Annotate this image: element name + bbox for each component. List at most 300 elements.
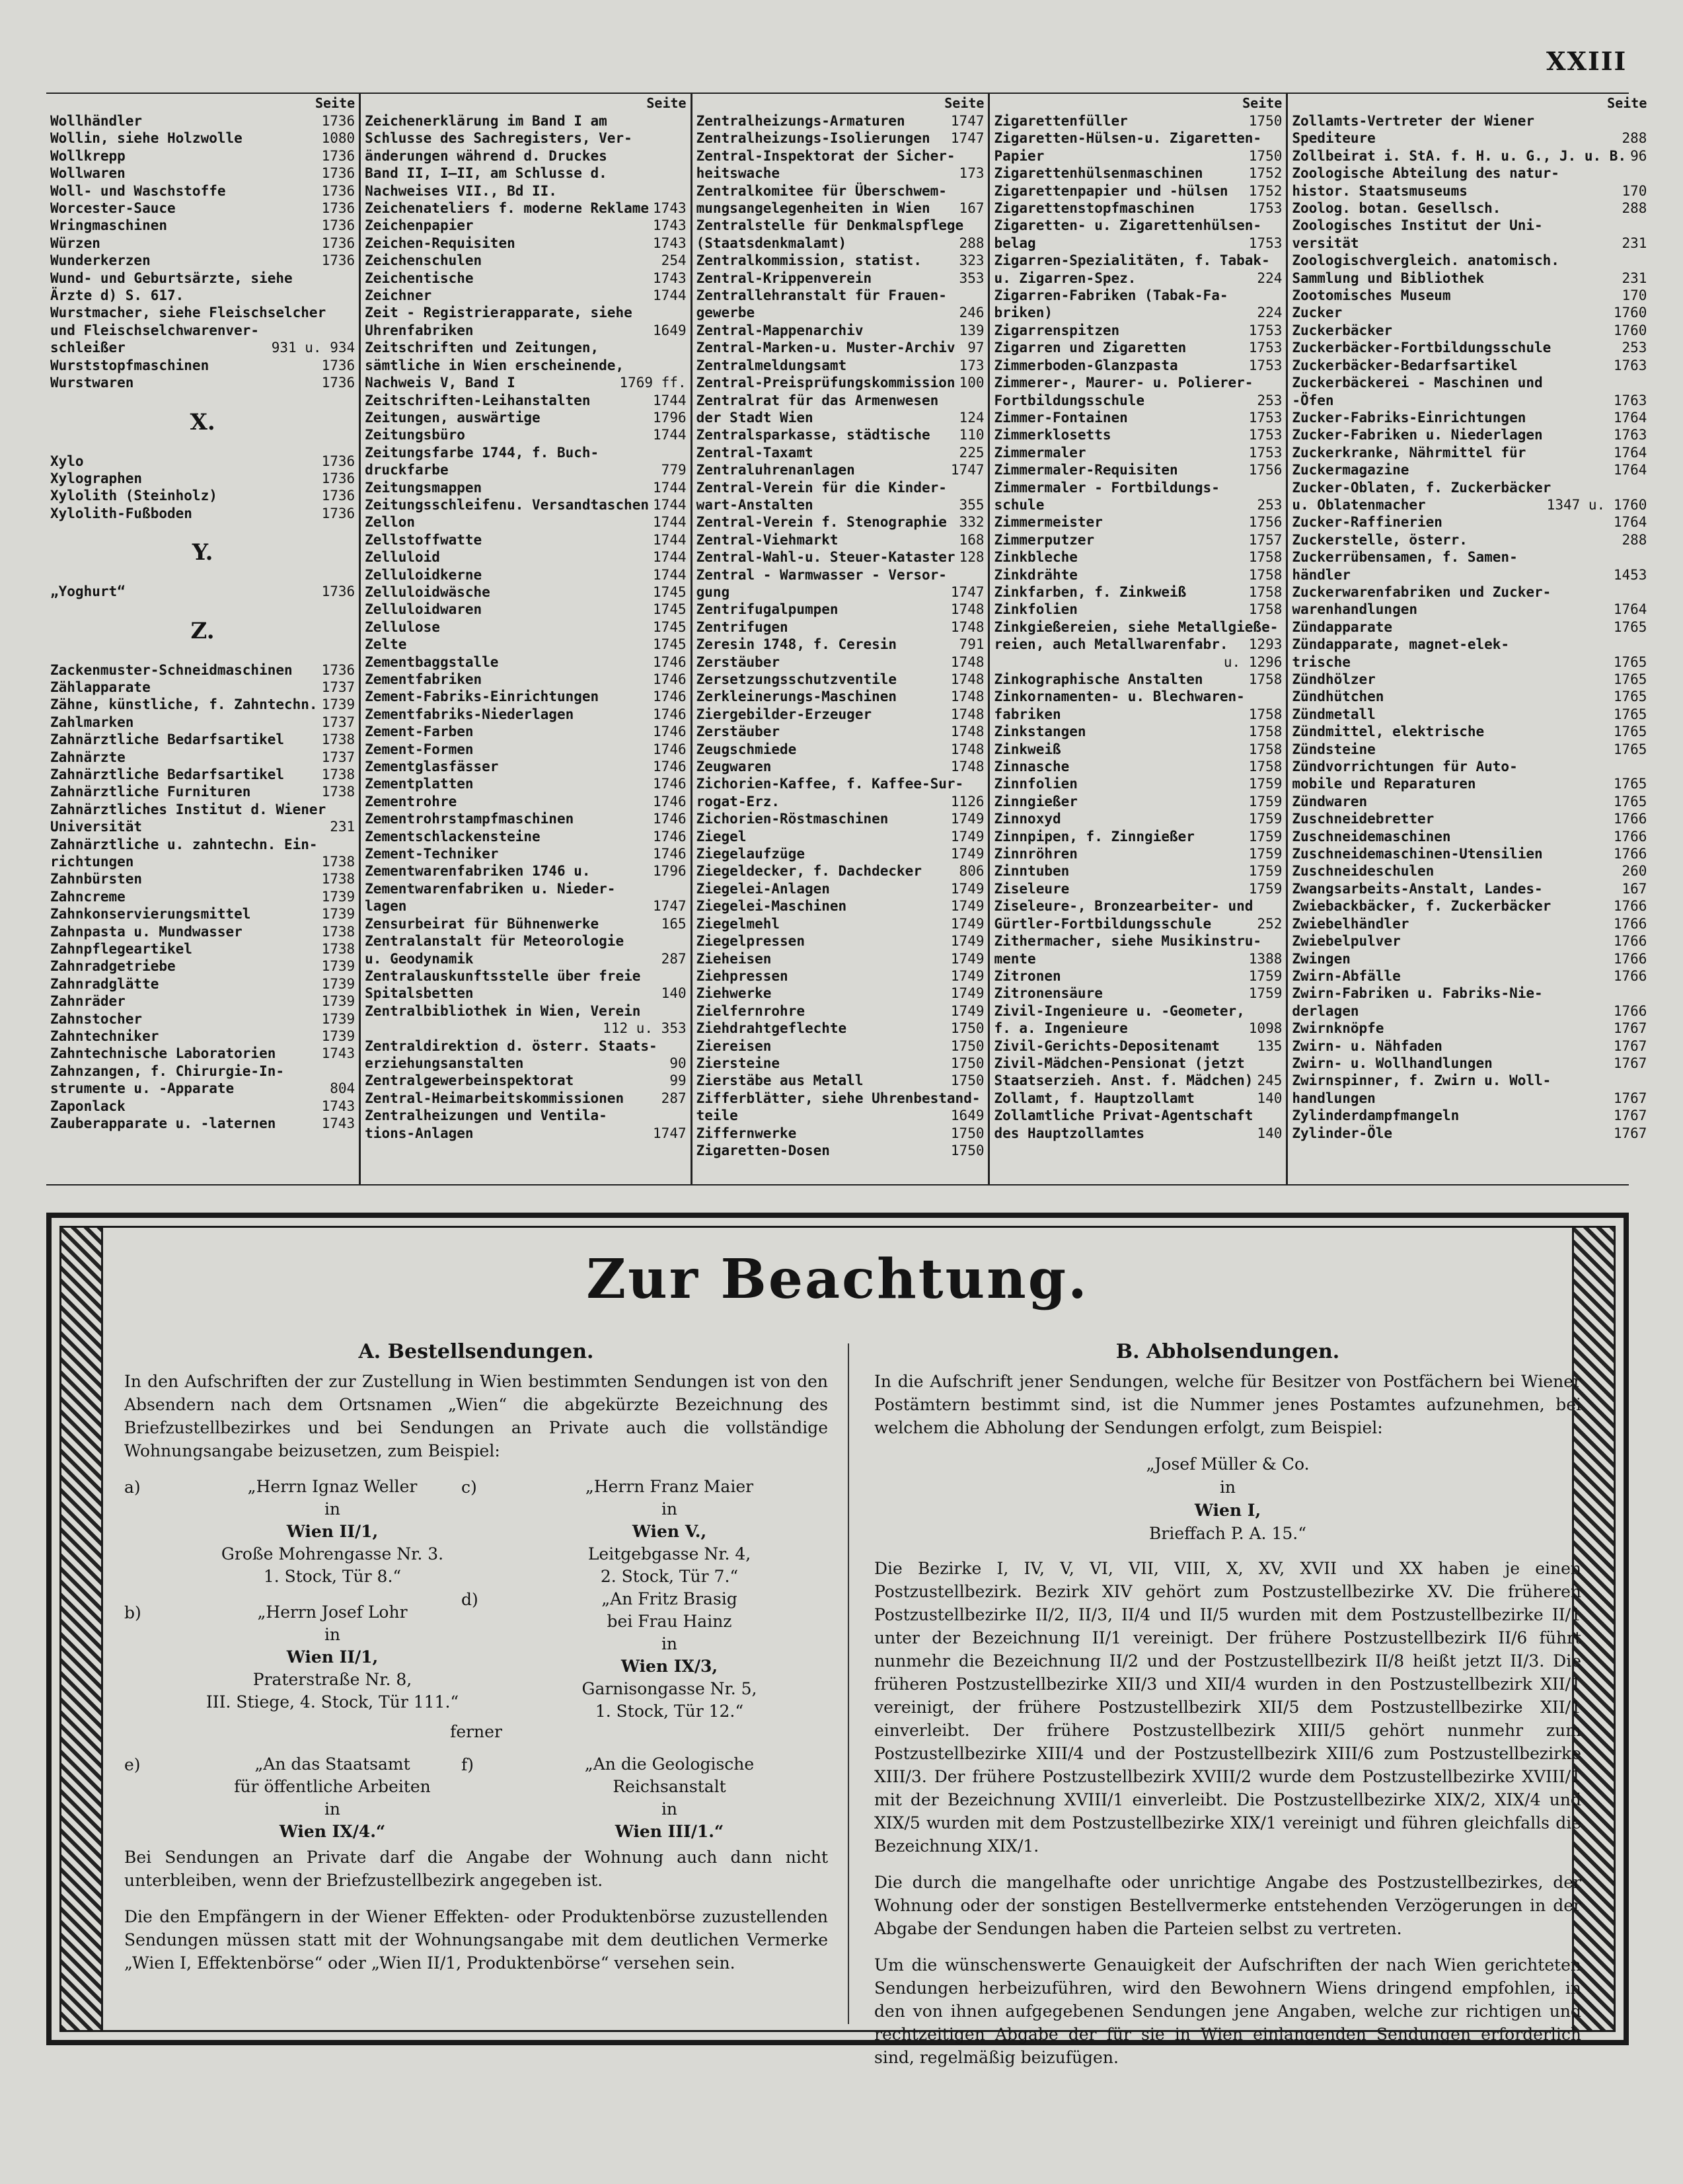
entry-term: Gürtler-Fortbildungsschule [994, 915, 1212, 932]
index-entry [50, 870, 355, 887]
entry-term: Wollkrepp [50, 147, 126, 164]
entry-term: gung [696, 584, 730, 600]
example-line: Reichsanstalt [613, 1777, 726, 1796]
entry-page: 1749 [950, 915, 985, 932]
index-entry [994, 741, 1282, 758]
entry-page: 1743 [653, 270, 687, 286]
entry-term: Zement-Fabriks-Einrichtungen [365, 689, 599, 705]
index-entry [696, 775, 985, 792]
entry-term: Wollin, siehe Holzwolle [50, 130, 243, 147]
entry-page: 1766 [1613, 950, 1647, 967]
entry-term: Zahnpflegeartikel [50, 941, 192, 958]
example-line: 1. Stock, Tür 12.“ [595, 1702, 744, 1721]
entry-term: Ziegelmehl [696, 915, 780, 932]
index-entry [365, 182, 686, 200]
entry-page [1643, 1072, 1647, 1089]
entry-page: 1748 [950, 741, 985, 757]
entry-page: 1745 [653, 601, 687, 618]
entry-term: heitswache [696, 165, 780, 182]
entry-term: Zentralheizungs-Armaturen [696, 113, 905, 129]
entry-page: 1736 [321, 470, 355, 486]
entry-term: Zucker-Oblaten, f. Zuckerbäcker [1292, 479, 1552, 496]
entry-term: Zinntuben [994, 863, 1070, 880]
index-entry [696, 531, 985, 548]
index-entry [50, 888, 355, 905]
entry-term: Zollamt, f. Hauptzollamt [994, 1090, 1195, 1106]
entry-page: 1744 [653, 496, 687, 513]
entry-term: Zigarren-Fabriken (Tabak-Fa- [994, 287, 1228, 304]
entry-page: 1753 [1248, 409, 1283, 426]
column-header: Seite [944, 95, 985, 111]
entry-page: 1747 [653, 1125, 687, 1141]
entry-term: Zinkfarben, f. Zinkweiß [994, 584, 1187, 600]
example-label: e) [124, 1755, 141, 1774]
entry-page: 1746 [653, 811, 687, 827]
entry-term: Ziehwerke [696, 985, 772, 1002]
entry-term: handlungen [1292, 1090, 1376, 1106]
entry-page [1278, 479, 1282, 496]
entry-term: Zwiebelhändler [1292, 915, 1409, 932]
entry-term: wart-Anstalten [696, 496, 813, 513]
entry-page: 1765 [1613, 741, 1647, 757]
entry-term: Zentralbibliothek in Wien, Verein [365, 1002, 641, 1019]
entry-term: Zementfabriken [365, 671, 482, 687]
entry-page: 1746 [653, 741, 687, 757]
entry-page: 1293 [1248, 636, 1283, 653]
index-entry [50, 182, 355, 200]
entry-page [683, 304, 687, 321]
entry-page: 1746 [653, 654, 687, 670]
entry-page: 288 [1622, 200, 1647, 217]
index-entry [50, 487, 355, 504]
entry-page: 1758 [1248, 759, 1283, 775]
index-entry [365, 426, 686, 443]
example-line: Brieffach P. A. 15.“ [1149, 1524, 1306, 1543]
index-entry [365, 1037, 686, 1055]
entry-page: 1748 [950, 619, 985, 635]
entry-term: Zucker-Fabriks-Einrichtungen [1292, 409, 1526, 426]
index-entry [994, 793, 1282, 810]
entry-term: Zylinder-Öle [1292, 1125, 1393, 1141]
entry-term: Zoologischvergleich. anatomisch. [1292, 252, 1559, 269]
entry-page: 1743 [321, 1045, 355, 1062]
index-entry [696, 1037, 985, 1055]
index-entry [1292, 619, 1647, 636]
entry-term: Zeichenerklärung im Band I am [365, 113, 607, 129]
index-entry [994, 880, 1282, 897]
entry-term: Zentral-Preisprüfungskommission [696, 375, 955, 391]
example-f [461, 1753, 825, 1843]
index-entry [696, 1020, 985, 1037]
entry-term: Zielfernrohre [696, 1002, 805, 1019]
entry-term: der Stadt Wien [696, 409, 813, 426]
entry-page: 139 [959, 322, 985, 338]
example-line: in [661, 1799, 678, 1819]
index-entry [994, 531, 1282, 548]
entry-page [1278, 619, 1282, 636]
index-entry [365, 758, 686, 775]
entry-term: Zinkographische Anstalten [994, 671, 1203, 687]
index-entry [365, 479, 686, 496]
entry-page: 254 [661, 252, 687, 269]
entry-page: 1749 [950, 828, 985, 845]
entry-page: 1769 ff. [619, 375, 687, 391]
entry-page: 168 [959, 531, 985, 548]
entry-term: Zeitungsmappen [365, 479, 482, 496]
entry-term: Wund- und Geburtsärzte, siehe [50, 270, 293, 286]
index-entry [365, 217, 686, 234]
entry-term: Zeit - Registrierapparate, siehe [365, 305, 632, 321]
entry-page: 1739 [321, 1010, 355, 1027]
entry-page: 1766 [1613, 828, 1647, 845]
entry-page: 1743 [321, 1115, 355, 1132]
entry-page [980, 775, 984, 792]
index-entry [994, 862, 1282, 880]
entry-page: 1747 [950, 462, 985, 478]
entry-page: 1760 [1613, 305, 1647, 321]
entry-term: Zoologische Abteilung des natur- [1292, 165, 1559, 182]
index-entry [1292, 1020, 1647, 1037]
entry-term: Zuschneidemaschinen-Utensilien [1292, 846, 1543, 862]
index-entry [696, 357, 985, 374]
example-line: „Herrn Josef Lohr [257, 1602, 408, 1622]
entry-page [1643, 758, 1647, 775]
column-header: Seite [315, 95, 355, 111]
entry-page [1643, 112, 1647, 130]
entry-term: Zündwaren [1292, 793, 1368, 810]
index-entry [50, 749, 355, 766]
entry-term: lagen [365, 898, 407, 915]
index-entry [696, 496, 985, 513]
entry-term: Zigarren-Spezialitäten, f. Tabak- [994, 252, 1270, 269]
entry-term: Zentral-Marken-u. Muster-Archiv [696, 340, 955, 356]
entry-page: 1736 [321, 217, 355, 234]
entry-term: Zahnräder [50, 993, 126, 1010]
entry-page: 1766 [1613, 1002, 1647, 1019]
entry-term: schleißer [50, 340, 126, 356]
entry-term: Zementschlackensteine [365, 828, 541, 845]
entry-page [683, 967, 687, 985]
index-entry [994, 1072, 1282, 1089]
entry-page: 1736 [321, 505, 355, 521]
entry-page: 1750 [1248, 113, 1283, 129]
entry-term: Zuckerbäcker-Fortbildungsschule [1292, 340, 1552, 356]
index-entry [994, 828, 1282, 845]
entry-term: Zeichner [365, 287, 432, 304]
entry-term: Zithermacher, siehe Musikinstru- [994, 933, 1262, 950]
entry-page: 1766 [1613, 915, 1647, 932]
entry-page: 1796 [653, 409, 687, 426]
entry-page: 224 [1257, 270, 1283, 286]
entry-page [1278, 897, 1282, 915]
subject-index [46, 93, 1647, 1186]
entry-page: 1747 [950, 584, 985, 600]
example-line: Leitgebgasse Nr. 4, [587, 1544, 751, 1563]
entry-term: rogat-Erz. [696, 793, 780, 810]
entry-term: änderungen während d. Druckes [365, 147, 607, 164]
index-entry [365, 374, 686, 391]
ferner-label: ferner [450, 1722, 502, 1741]
entry-term: Zahnärztliches Institut d. Wiener [50, 801, 326, 817]
entry-page [1643, 374, 1647, 391]
entry-term: Worcester-Sauce [50, 200, 176, 217]
entry-page: 173 [959, 165, 985, 182]
index-entry [1292, 723, 1647, 740]
entry-term: Zement-Techniker [365, 846, 499, 862]
index-entry [50, 801, 355, 818]
example-b [124, 1601, 488, 1713]
index-entry [696, 584, 985, 601]
entry-page: 1759 [1248, 811, 1283, 827]
index-entry [365, 932, 686, 950]
index-entry [50, 235, 355, 252]
index-entry [50, 905, 355, 923]
index-entry [365, 706, 686, 723]
index-entry [994, 723, 1282, 740]
index-entry [1292, 200, 1647, 217]
example-label: c) [461, 1478, 477, 1497]
entry-page [980, 392, 984, 409]
entry-page: 1748 [950, 601, 985, 618]
index-entry [1292, 444, 1647, 461]
entry-page [683, 339, 687, 356]
entry-page: 1749 [950, 967, 985, 984]
entry-term: Zahnärztliche Furnituren [50, 784, 251, 800]
index-entry [365, 461, 686, 478]
index-entry [1292, 479, 1647, 496]
entry-page: 1759 [1248, 967, 1283, 984]
entry-term: Zuckerbäcker-Bedarfsartikel [1292, 357, 1518, 373]
index-entry [50, 679, 355, 696]
entry-term: Zeichenateliers f. moderne Reklame [365, 200, 650, 217]
index-entry [994, 985, 1282, 1002]
entry-term: Zeresin 1748, f. Ceresin [696, 636, 897, 653]
example-line: „Josef Müller & Co. [1146, 1454, 1310, 1474]
entry-term: Zifferblätter, siehe Uhrenbestand- [696, 1090, 981, 1106]
index-entry [696, 270, 985, 287]
entry-page [683, 182, 687, 200]
index-entry [696, 548, 985, 566]
entry-term: Zoologisches Institut der Uni- [1292, 217, 1543, 234]
entry-term: Zersetzungsschutzventile [696, 671, 897, 687]
entry-term: Zündmittel, elektrische [1292, 724, 1485, 740]
entry-page [980, 147, 984, 165]
entry-page: 252 [1257, 915, 1283, 932]
index-entry [1292, 496, 1647, 513]
column-header: Seite [1242, 95, 1283, 111]
entry-term: Zimmerputzer [994, 531, 1095, 548]
entry-page [980, 566, 984, 584]
entry-page: 1764 [1613, 601, 1647, 618]
entry-page: 355 [959, 496, 985, 513]
index-entry [696, 479, 985, 496]
index-entry [365, 793, 686, 810]
entry-page: 1765 [1613, 689, 1647, 705]
index-entry [1292, 252, 1647, 269]
entry-page [683, 932, 687, 950]
entry-page: 1758 [1248, 706, 1283, 722]
index-entry [50, 696, 355, 713]
entry-term: Zahlmarken [50, 714, 134, 730]
index-entry [994, 915, 1282, 932]
entry-page [1643, 252, 1647, 269]
index-entry [365, 688, 686, 705]
entry-term: Zuckerstelle, österr. [1292, 531, 1468, 548]
index-entry [994, 304, 1282, 321]
entry-term: Wollhändler [50, 113, 143, 129]
entry-page: 1748 [950, 671, 985, 687]
example-line: Wien V., [632, 1522, 707, 1541]
entry-term: belag [994, 235, 1036, 251]
index-entry [696, 339, 985, 356]
index-entry [1292, 897, 1647, 915]
index-entry [365, 112, 686, 130]
entry-term: Zimmermaler - Fortbildungs- [994, 479, 1220, 496]
index-entry [696, 723, 985, 740]
example-line: „An das Staatsamt [254, 1754, 410, 1774]
entry-page: 1763 [1613, 357, 1647, 373]
entry-term: Ziehdrahtgeflechte [696, 1020, 847, 1037]
entry-term: Zivil-Mädchen-Pensionat (jetzt [994, 1055, 1245, 1071]
entry-term: Ziehpressen [696, 967, 788, 984]
index-entry [50, 731, 355, 748]
entry-term: Zündhütchen [1292, 689, 1384, 705]
index-entry [1292, 409, 1647, 426]
index-entry [50, 1028, 355, 1045]
entry-term: Zentralgewerbeinspektorat [365, 1073, 574, 1089]
index-entry [50, 287, 355, 304]
entry-term: Zelluloidwäsche [365, 584, 490, 600]
example-line: „An Fritz Brasig [601, 1589, 737, 1608]
entry-page: 1738 [321, 923, 355, 940]
index-entry [696, 654, 985, 671]
index-entry [50, 165, 355, 182]
entry-term: Zwingen [1292, 950, 1351, 967]
entry-term: Zahnärzte [50, 749, 126, 765]
example-line: in [1219, 1478, 1236, 1497]
entry-term: Zuschneidemaschinen [1292, 828, 1451, 845]
entry-page: 1750 [950, 1125, 985, 1141]
index-entry [1292, 235, 1647, 252]
entry-page: 1745 [653, 619, 687, 635]
entry-term: Ziffernwerke [696, 1125, 797, 1141]
index-column-3 [692, 94, 991, 1184]
index-entry [994, 426, 1282, 443]
entry-term: Zuckerwarenfabriken und Zucker- [1292, 584, 1552, 600]
entry-term: Zeitschriften und Zeitungen, [365, 340, 599, 356]
entry-page: 100 [959, 375, 985, 391]
entry-term [365, 1020, 599, 1037]
entry-term: Zinkornamenten- u. Blechwaren- [994, 689, 1245, 705]
entry-term: Zentralsparkasse, städtische [696, 427, 930, 443]
entry-page: 1767 [1613, 1055, 1647, 1071]
entry-term: Zementglasfässer [365, 759, 499, 775]
entry-term: Zerkleinerungs-Maschinen [696, 689, 897, 705]
entry-term: Zichorien-Röstmaschinen [696, 811, 889, 827]
index-entry [696, 758, 985, 775]
entry-page: 1764 [1613, 409, 1647, 426]
entry-page: 124 [959, 409, 985, 426]
entry-page [351, 836, 355, 853]
section-letter: X. [190, 408, 215, 435]
entry-page: 1736 [321, 375, 355, 391]
index-entry [994, 392, 1282, 409]
entry-term: Zündmetall [1292, 706, 1376, 722]
entry-page: 323 [959, 252, 985, 269]
index-entry [365, 915, 686, 932]
column-divider [848, 1343, 849, 2024]
example-line: in [324, 1625, 341, 1644]
entry-term: Ziegeldecker, f. Dachdecker [696, 863, 922, 880]
entry-page: 1767 [1613, 1037, 1647, 1054]
example-line: 2. Stock, Tür 7.“ [600, 1567, 739, 1586]
entry-page: 1767 [1613, 1125, 1647, 1141]
index-entry [1292, 601, 1647, 618]
entry-term: Zinkstangen [994, 724, 1086, 740]
entry-page: 1738 [321, 854, 355, 870]
entry-page: 1759 [1248, 793, 1283, 810]
index-entry [994, 479, 1282, 496]
entry-page [980, 182, 984, 200]
entry-term: Zentralkomitee für Überschwem- [696, 182, 947, 199]
entry-term: Zimmerer-, Maurer- u. Polierer- [994, 375, 1253, 391]
index-entry [696, 513, 985, 531]
index-entry [365, 828, 686, 845]
entry-term: Zellon [365, 514, 416, 531]
entry-term: Zentralheizungen und Ventila- [365, 1108, 607, 1124]
entry-page: 1738 [321, 871, 355, 887]
entry-term: Xylolith-Fußboden [50, 505, 192, 521]
entry-term: Zauberapparate u. -laternen [50, 1115, 276, 1132]
entry-page [683, 357, 687, 374]
example-line: III. Stiege, 4. Stock, Tür 111.“ [206, 1692, 459, 1712]
index-entry [994, 775, 1282, 792]
entry-page: 1739 [321, 993, 355, 1010]
entry-page: 96 [1630, 147, 1647, 164]
entry-page: 1756 [1248, 514, 1283, 531]
entry-term: Zinnröhren [994, 846, 1078, 862]
entry-term: Zigarettenstopfmaschinen [994, 200, 1195, 217]
example-d [461, 1588, 825, 1723]
entry-page: 288 [959, 235, 985, 251]
entry-term: Zement-Farben [365, 724, 474, 740]
entry-page: 1737 [321, 714, 355, 730]
entry-term: Zucker [1292, 305, 1343, 321]
index-column-5 [1288, 94, 1651, 1184]
entry-term: Xylographen [50, 470, 143, 486]
index-entry [50, 453, 355, 470]
index-entry [994, 810, 1282, 827]
entry-term: Zeitungsbüro [365, 427, 465, 443]
entry-term: Ziereisen [696, 1037, 772, 1054]
entry-term: Zinkfolien [994, 601, 1078, 618]
entry-page: 1796 [653, 863, 687, 880]
entry-term: Ziegelei-Anlagen [696, 880, 830, 897]
entry-page: 128 [959, 549, 985, 566]
entry-term: Zinkbleche [994, 549, 1078, 566]
index-entry [365, 636, 686, 653]
entry-term: des Hauptzollamtes [994, 1125, 1145, 1141]
index-entry [994, 287, 1282, 304]
index-entry [1292, 339, 1647, 356]
entry-page: 1736 [321, 453, 355, 469]
entry-page [1643, 165, 1647, 182]
entry-page: 1758 [1248, 549, 1283, 566]
example-label: a) [124, 1478, 141, 1497]
entry-page: 1753 [1248, 427, 1283, 443]
index-entry [994, 671, 1282, 688]
entry-page: 1744 [653, 427, 687, 443]
